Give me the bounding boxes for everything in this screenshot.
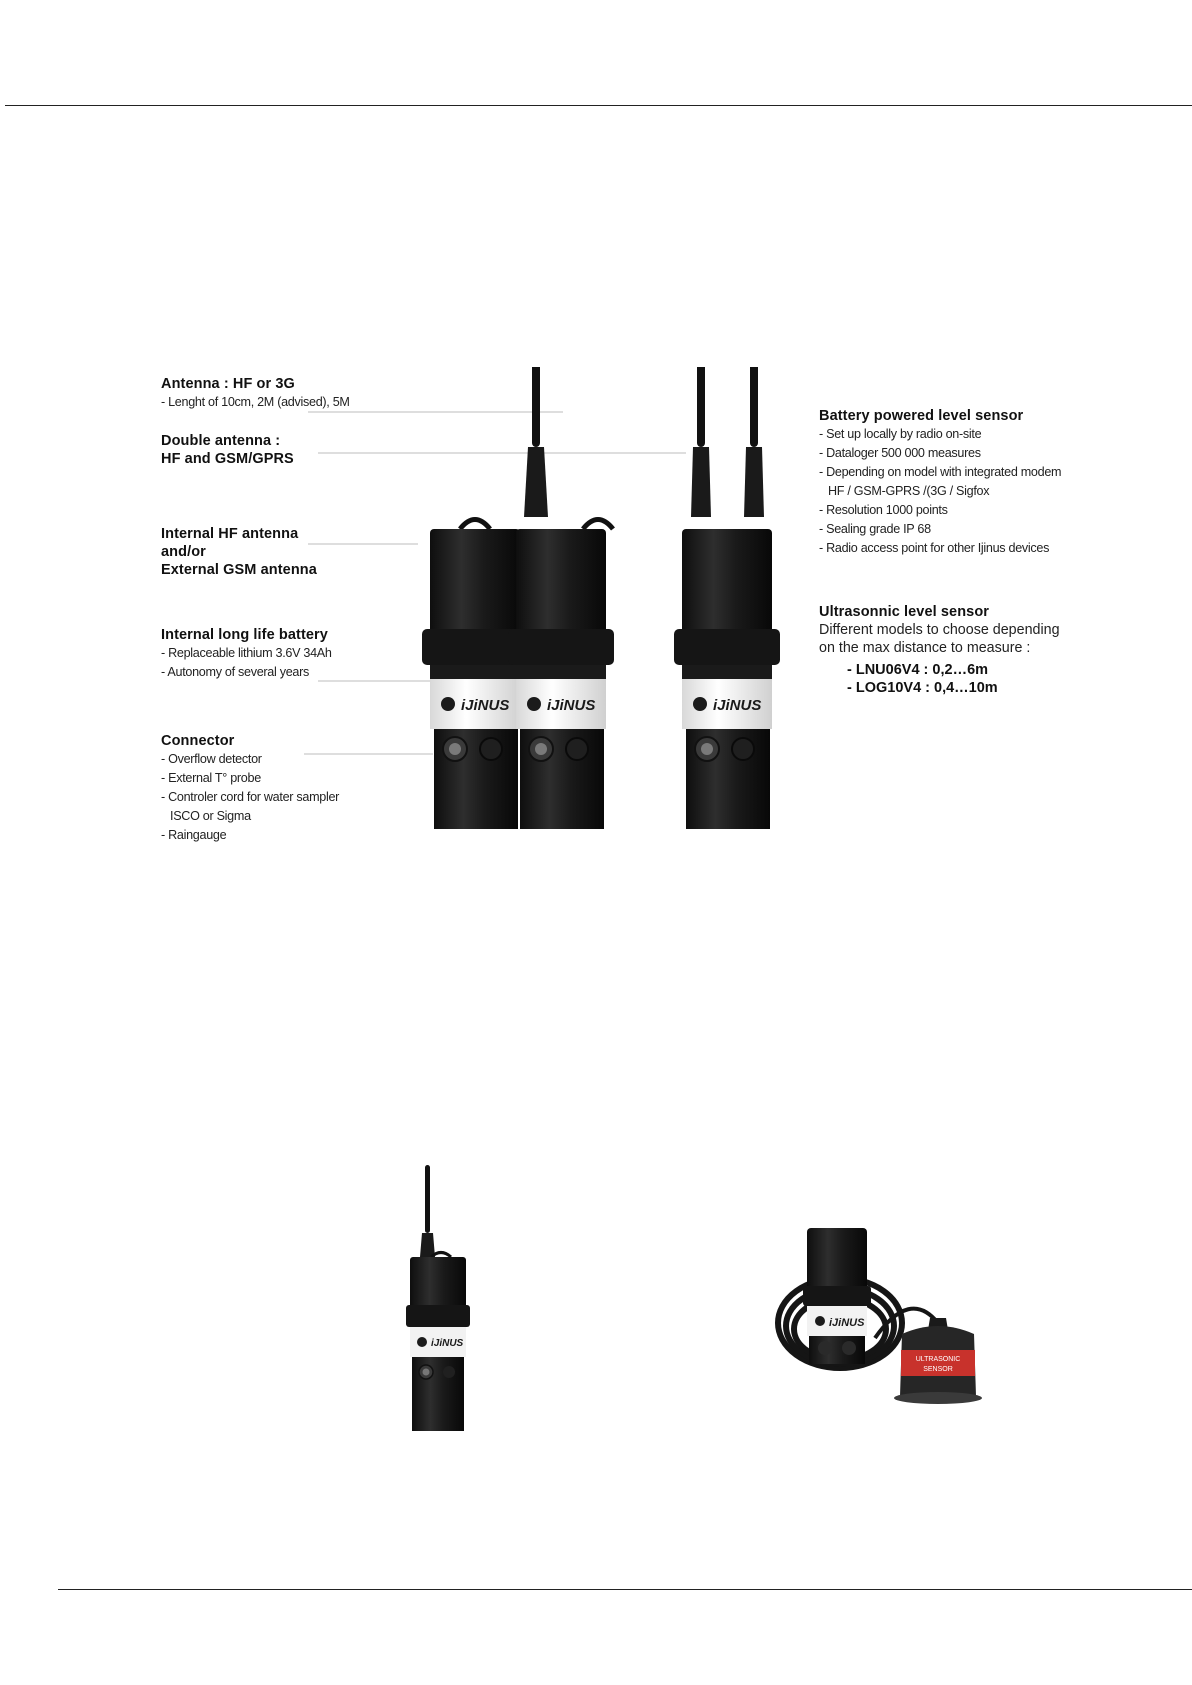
label-battery-powered-title: Battery powered level sensor — [819, 408, 1024, 424]
svg-text:iJiNUS: iJiNUS — [547, 697, 596, 714]
svg-text:SENSOR: SENSOR — [923, 1366, 953, 1373]
label-antenna-title: Antenna : HF or 3G — [161, 376, 295, 392]
label-connector-item: - Raingauge — [161, 828, 227, 842]
label-connector-item: - External T° probe — [161, 771, 261, 785]
label-battery-powered — [819, 407, 1061, 558]
label-battery-powered-item: - Dataloger 500 000 measures — [819, 446, 981, 460]
label-connector — [161, 732, 339, 845]
label-internal-hf-line3: External GSM antenna — [161, 562, 317, 578]
label-internal-hf-line2: and/or — [161, 544, 206, 560]
label-battery-powered-item: - Radio access point for other Ijinus devices — [819, 541, 1050, 555]
label-battery-powered-item: - Set up locally by radio on-site — [819, 427, 982, 441]
footer-rule — [58, 1589, 1192, 1590]
label-battery-item: - Replaceable lithium 3.6V 34Ah — [161, 646, 332, 660]
label-connector-item: ISCO or Sigma — [170, 809, 251, 823]
label-internal-hf-line1: Internal HF antenna — [161, 526, 299, 542]
product-figure — [158, 367, 1088, 857]
label-connector-item: - Overflow detector — [161, 752, 262, 766]
label-internal-hf — [161, 525, 317, 579]
label-battery — [161, 626, 332, 682]
svg-text:iJiNUS: iJiNUS — [431, 1338, 464, 1349]
label-ultrasonic-line: Different models to choose depending — [819, 622, 1060, 638]
label-antenna — [161, 375, 350, 412]
label-battery-powered-item: - Sealing grade IP 68 — [819, 522, 931, 536]
label-battery-powered-item: - Depending on model with integrated modem — [819, 465, 1062, 479]
label-connector-item: - Controler cord for water sampler — [161, 790, 340, 804]
svg-text:iJiNUS: iJiNUS — [461, 697, 510, 714]
label-battery-title: Internal long life battery — [161, 627, 328, 643]
label-ultrasonic-line: on the max distance to measure : — [819, 640, 1031, 656]
label-antenna-item: - Lenght of 10cm, 2M (advised), 5M — [161, 395, 350, 409]
label-connector-title: Connector — [161, 733, 235, 749]
label-ultrasonic-model: - LOG10V4 : 0,4…10m — [847, 680, 998, 696]
label-double-antenna — [161, 432, 294, 468]
label-ultrasonic-model: - LNU06V4 : 0,2…6m — [847, 662, 989, 678]
label-battery-powered-item: HF / GSM-GPRS /(3G / Sigfox — [828, 484, 990, 498]
label-ultrasonic-title: Ultrasonnic level sensor — [819, 604, 990, 620]
svg-text:iJiNUS: iJiNUS — [713, 697, 762, 714]
photo-device-antenna — [395, 1165, 475, 1435]
label-ultrasonic — [819, 603, 1060, 697]
header-rule — [5, 105, 1192, 106]
svg-text:ULTRASONIC: ULTRASONIC — [915, 1356, 961, 1363]
label-battery-item: - Autonomy of several years — [161, 665, 309, 679]
device-middle — [508, 367, 614, 829]
label-double-antenna-line1: Double antenna : — [161, 433, 281, 449]
svg-text:iJiNUS: iJiNUS — [829, 1317, 865, 1329]
device-left — [422, 520, 528, 830]
device-right — [674, 367, 780, 829]
photo-ultrasonic-sensor — [770, 1218, 990, 1418]
label-battery-powered-item: - Resolution 1000 points — [819, 503, 948, 517]
label-double-antenna-line2: HF and GSM/GPRS — [161, 451, 294, 467]
